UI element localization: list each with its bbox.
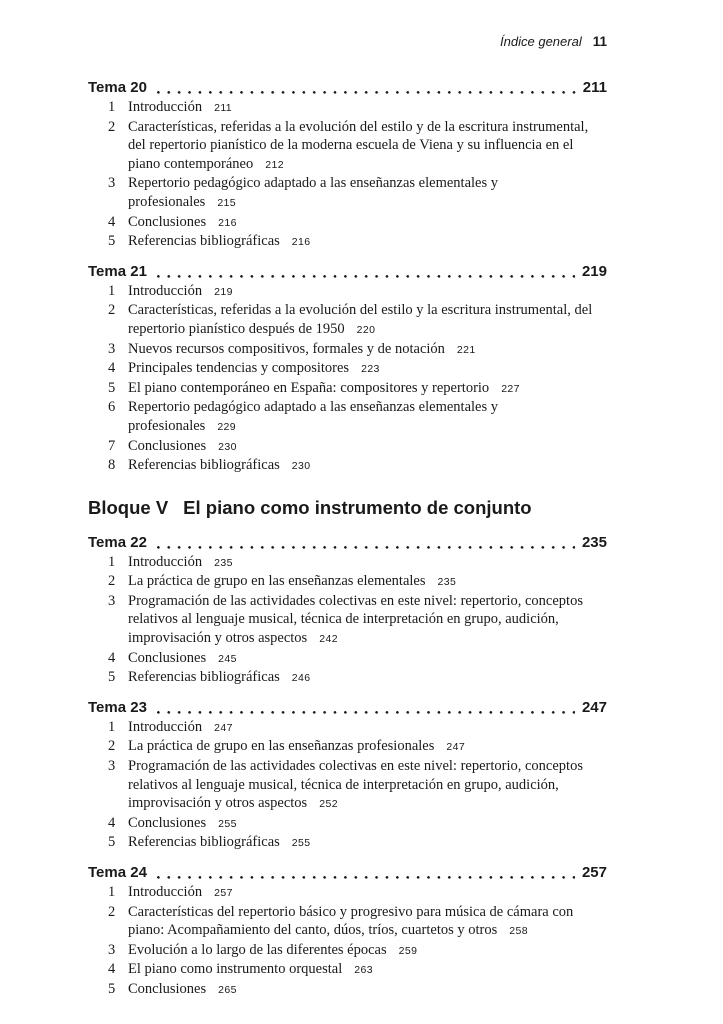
item-title: Características del repertorio básico y progresivo para música de cámara con piano: Acompañamiento del canto, dúos, tríos, cuartetos y otros [128,903,574,939]
dot-leader [157,711,575,714]
toc-section [88,864,607,1000]
item-text-wrap [128,301,607,339]
toc-item[interactable] [108,98,607,118]
running-header-page-number: 11 [592,34,607,49]
toc-entry-heading[interactable] [88,534,607,552]
item-text-wrap [128,737,607,757]
item-page-number: 247 [446,741,466,754]
bloque-title: El piano como instrumento de conjunto [183,496,532,518]
item-text-wrap [128,98,607,118]
toc-entry-heading[interactable] [88,263,607,281]
item-page-number: 257 [214,887,233,899]
toc-item[interactable] [108,668,607,688]
item-text-wrap [128,668,607,688]
toc-item[interactable] [108,814,607,834]
item-page-number: 235 [214,556,233,569]
toc-item[interactable] [108,592,607,649]
bloque-heading [88,496,607,519]
item-title: Conclusiones [128,814,207,831]
item-page-number: 263 [354,964,373,977]
tema-label: Tema 23 [88,698,147,716]
running-header-title: Índice general [500,34,582,49]
item-title: Nuevos recursos compositivos, formales y de notación [128,340,445,357]
toc-item[interactable] [108,282,607,302]
bloque-label: Bloque V [88,496,169,518]
item-title: Introducción [128,718,203,735]
toc-item[interactable] [108,232,607,252]
item-text-wrap [128,398,607,436]
toc-item[interactable] [108,553,607,573]
item-number: 3 [108,175,116,192]
toc-item[interactable] [108,833,607,853]
toc-entry-heading[interactable] [88,79,607,97]
item-number: 3 [108,758,116,775]
item-number: 2 [108,302,116,319]
item-page-number: 255 [218,817,237,830]
item-number: 3 [108,941,116,958]
item-page-number: 211 [214,102,233,114]
toc-item-list [88,553,607,688]
toc-item[interactable] [108,359,607,379]
item-number: 4 [108,360,116,377]
item-title: Conclusiones [128,980,207,997]
item-number: 3 [108,592,116,609]
item-title: Conclusiones [128,437,207,454]
item-page-number: 216 [218,216,237,229]
item-number: 4 [108,649,116,666]
toc-item[interactable] [108,456,607,476]
item-page-number: 252 [319,798,338,811]
dot-leader [157,275,575,278]
item-text-wrap [128,232,607,252]
item-title: Introducción [128,884,203,900]
item-title: El piano como instrumento orquestal [128,961,343,978]
tema-page-number: 235 [581,533,607,551]
item-text-wrap [128,118,607,175]
item-title: Referencias bibliográficas [128,834,280,851]
item-title: Conclusiones [128,213,207,230]
item-title: Introducción [128,99,203,115]
item-title: La práctica de grupo en las enseñanzas elementales [128,573,426,590]
toc-item-list [88,98,607,252]
item-page-number: 219 [214,285,233,298]
item-page-number: 230 [218,440,237,453]
toc-item[interactable] [108,437,607,457]
item-number: 6 [108,399,116,416]
toc-item[interactable] [108,757,607,814]
item-page-number: 216 [291,236,311,249]
item-number: 8 [108,457,116,474]
toc-item[interactable] [108,941,607,961]
item-page-number: 229 [217,420,237,433]
toc-item[interactable] [108,980,607,1000]
running-header [88,34,607,50]
item-page-number: 255 [291,837,311,850]
toc-item[interactable] [108,960,607,980]
item-page-number: 227 [501,382,520,395]
table-of-contents [88,79,607,1000]
item-text-wrap [128,359,607,379]
item-text-wrap [128,883,607,903]
item-page-number: 230 [291,460,311,473]
tema-label: Tema 22 [88,533,147,551]
item-page-number: 259 [398,944,418,957]
toc-item[interactable] [108,883,607,903]
item-text-wrap [128,553,607,573]
item-number: 4 [108,961,116,978]
toc-item[interactable] [108,649,607,669]
toc-item-list [88,718,607,853]
dot-leader [157,546,575,549]
item-page-number: 242 [319,633,338,646]
item-number: 1 [108,99,116,115]
tema-page-number: 247 [581,698,607,716]
item-title: Principales tendencias y compositores [128,360,350,377]
item-text-wrap [128,340,607,360]
item-page-number: 215 [217,196,237,209]
item-text-wrap [128,379,607,399]
toc-item[interactable] [108,398,607,436]
item-text-wrap [128,903,607,941]
toc-item[interactable] [108,903,607,941]
toc-item[interactable] [108,718,607,738]
toc-item[interactable] [108,174,607,212]
item-number: 1 [108,553,116,570]
item-text-wrap [128,980,607,1000]
item-page-number: 235 [437,576,457,589]
toc-item[interactable] [108,340,607,360]
item-page-number: 220 [356,323,376,336]
tema-page-number: 219 [581,262,607,280]
item-title: Referencias bibliográficas [128,669,280,686]
item-text-wrap [128,833,607,853]
toc-item-list [88,883,607,1000]
tema-label: Tema 21 [88,262,147,280]
toc-entry-heading[interactable] [88,699,607,717]
item-number: 5 [108,379,116,396]
item-text-wrap [128,282,607,302]
item-page-number: 258 [509,925,529,938]
item-number: 4 [108,814,116,831]
tema-page-number: 257 [581,864,607,881]
item-page-number: 221 [456,343,476,356]
dot-leader [157,91,576,94]
item-number: 5 [108,834,116,851]
tema-page-number: 211 [582,79,607,96]
item-number: 2 [108,573,116,590]
item-text-wrap [128,649,607,669]
item-text-wrap [128,437,607,457]
item-number: 1 [108,718,116,735]
item-text-wrap [128,814,607,834]
item-text-wrap [128,174,607,212]
item-text-wrap [128,941,607,961]
toc-item[interactable] [108,213,607,233]
item-text-wrap [128,757,607,814]
item-text-wrap [128,456,607,476]
item-text-wrap [128,572,607,592]
tema-label: Tema 24 [88,864,147,881]
toc-item[interactable] [108,118,607,175]
toc-entry-heading[interactable] [88,864,607,882]
item-text-wrap [128,592,607,649]
item-title: Programación de las actividades colectivas en este nivel: repertorio, conceptos relativos al lenguaje musical, técnica de interpretación en grupo, audición, improvisación y otros aspectos [128,758,583,812]
item-page-number: 223 [361,363,380,376]
toc-item-list [88,282,607,476]
tema-label: Tema 20 [88,79,147,96]
toc-section [88,263,607,476]
item-title: Características, referidas a la evolución del estilo y la escritura instrumental, del repertorio pianístico después de 1950 [128,302,593,337]
item-title: Referencias bibliográficas [128,457,280,474]
item-number: 3 [108,340,116,357]
toc-item[interactable] [108,301,607,339]
toc-item[interactable] [108,572,607,592]
item-title: Programación de las actividades colectivas en este nivel: repertorio, conceptos relativos al lenguaje musical, técnica de interpretación en grupo, audición, improvisación y otros aspectos [128,592,583,647]
item-page-number: 247 [214,721,233,734]
toc-section [88,699,607,853]
toc-item[interactable] [108,737,607,757]
item-number: 1 [108,884,116,900]
item-number: 5 [108,980,116,997]
item-page-number: 212 [265,158,284,171]
toc-section [88,79,607,252]
item-title: La práctica de grupo en las enseñanzas profesionales [128,738,435,755]
item-number: 4 [108,213,116,230]
item-title: Repertorio pedagógico adaptado a las enseñanzas elementales y profesionales [128,399,498,434]
item-number: 1 [108,282,116,299]
item-text-wrap [128,718,607,738]
item-number: 5 [108,233,116,250]
item-title: Características, referidas a la evolución del estilo y de la escritura instrumental, del repertorio pianístico de la moderna escuela de Viena y su influencia en el piano contemporáneo [128,118,589,172]
item-number: 5 [108,669,116,686]
toc-item[interactable] [108,379,607,399]
item-title: Repertorio pedagógico adaptado a las enseñanzas elementales y profesionales [128,175,498,210]
item-title: Introducción [128,282,203,299]
item-title: Introducción [128,553,203,570]
dot-leader [157,876,575,879]
item-page-number: 265 [218,983,237,996]
item-page-number: 246 [291,672,311,685]
item-number: 2 [108,118,116,135]
item-number: 2 [108,903,116,920]
item-title: Referencias bibliográficas [128,233,280,250]
item-number: 7 [108,437,116,454]
toc-section [88,534,607,688]
item-page-number: 245 [218,652,237,665]
item-text-wrap [128,960,607,980]
item-text-wrap [128,213,607,233]
item-title: El piano contemporáneo en España: compositores y repertorio [128,379,490,396]
item-title: Evolución a lo largo de las diferentes épocas [128,941,387,958]
item-title: Conclusiones [128,649,207,666]
item-number: 2 [108,738,116,755]
